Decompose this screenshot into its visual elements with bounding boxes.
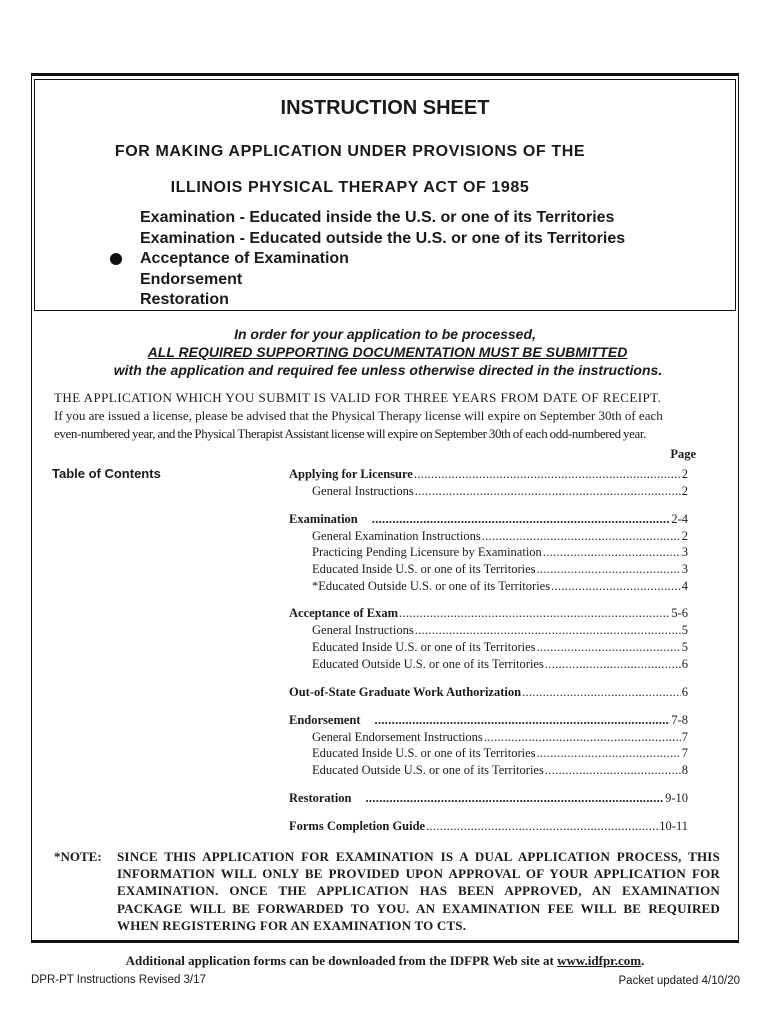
toc-leader-dots bbox=[537, 745, 681, 762]
toc-entry-page: 2 bbox=[681, 467, 688, 481]
toc-entry bbox=[289, 511, 688, 528]
toc-subentry-page: 8 bbox=[681, 762, 688, 777]
toc-subentry bbox=[289, 622, 688, 639]
toc-group bbox=[289, 684, 688, 701]
toc-subentry-title: Educated Inside U.S. or one of its Territories bbox=[312, 562, 536, 577]
toc-group bbox=[289, 790, 688, 807]
toc-leader-dots bbox=[426, 818, 658, 835]
toc-leader-dots bbox=[543, 544, 681, 561]
toc-leader-dots bbox=[482, 528, 681, 545]
toc-subentry-title: Educated Inside U.S. or one of its Territories bbox=[312, 640, 536, 655]
idfpr-website-link[interactable]: www.idfpr.com bbox=[557, 953, 642, 968]
application-type-exam-inside: Examination - Educated inside the U.S. or one of its Territories bbox=[140, 209, 615, 226]
toc-subentry-title: Educated Outside U.S. or one of its Territories bbox=[312, 762, 544, 777]
toc-leader-dots bbox=[545, 656, 681, 673]
toc-subentry-page: 5 bbox=[681, 623, 688, 638]
toc-subentry-page: 2 bbox=[681, 528, 688, 543]
toc-subentry bbox=[289, 528, 688, 545]
toc-entry-page: 5-6 bbox=[671, 606, 688, 621]
toc-subentry-page: 7 bbox=[681, 729, 688, 744]
application-type-acceptance: Acceptance of Examination bbox=[140, 249, 625, 270]
application-type-endorsement: Endorsement bbox=[140, 270, 243, 288]
toc-leader-dots bbox=[484, 729, 681, 746]
toc-entry-title: Restoration bbox=[289, 790, 352, 805]
form-revision-id: DPR-PT Instructions Revised 3/17 bbox=[31, 974, 206, 986]
toc-leader-dots bbox=[414, 466, 681, 483]
toc-subentry-title: General Endorsement Instructions bbox=[312, 729, 483, 744]
header-box bbox=[34, 79, 736, 311]
notice-line-3: with the application and required fee unless otherwise directed in the instructions. bbox=[113, 362, 663, 378]
toc-entry-title: Acceptance of Exam bbox=[289, 606, 398, 621]
toc-group bbox=[289, 605, 688, 672]
toc-leader-dots bbox=[366, 790, 665, 807]
toc-subentry-page: 7 bbox=[681, 746, 688, 761]
application-type-exam-outside: Examination - Educated outside the U.S. or one of its Territories bbox=[140, 229, 626, 247]
subtitle-line-1: FOR MAKING APPLICATION UNDER PROVISIONS OF THE bbox=[114, 143, 586, 160]
subtitle-line-2: ILLINOIS PHYSICAL THERAPY ACT OF 1985 bbox=[170, 179, 530, 196]
notice-line-2: ALL REQUIRED SUPPORTING DOCUMENTATION MUST BE SUBMITTED bbox=[147, 344, 628, 360]
exam-note bbox=[54, 848, 720, 934]
toc-group bbox=[289, 511, 688, 595]
download-end: . bbox=[641, 953, 645, 968]
toc-entry-title: Examination bbox=[289, 511, 358, 526]
toc-subentry-title: General Examination Instructions bbox=[312, 528, 481, 543]
toc-subentry-page: 2 bbox=[681, 484, 688, 498]
toc-subentry-page: 3 bbox=[681, 545, 688, 560]
toc-subentry bbox=[289, 762, 688, 779]
toc-leader-dots bbox=[375, 712, 671, 729]
toc-subentry-page: 4 bbox=[681, 578, 688, 593]
toc-leader-dots bbox=[415, 483, 681, 500]
toc-leader-dots bbox=[372, 511, 671, 528]
toc-entry bbox=[289, 466, 688, 483]
toc-entry-page: 10-11 bbox=[659, 818, 688, 833]
note-label: *NOTE: bbox=[54, 849, 102, 864]
toc-subentry-page: 5 bbox=[681, 640, 688, 655]
toc-group bbox=[289, 712, 688, 779]
packet-updated-date: Packet updated 4/10/20 bbox=[618, 975, 740, 987]
toc-subentry bbox=[289, 578, 688, 595]
toc-subentry-title: General Instructions bbox=[312, 623, 414, 638]
selected-bullet-icon bbox=[110, 253, 122, 265]
toc-subentry bbox=[289, 729, 688, 746]
toc-leader-dots bbox=[537, 639, 681, 656]
toc-entry bbox=[289, 605, 688, 622]
toc-subentry-page: 6 bbox=[681, 656, 688, 671]
toc-entry-title: Applying for Licensure bbox=[289, 467, 413, 481]
toc-leader-dots bbox=[415, 622, 681, 639]
download-text: Additional application forms can be downloaded from the IDFPR Web site at bbox=[125, 953, 554, 968]
table-of-contents bbox=[289, 466, 688, 846]
toc-entry bbox=[289, 818, 688, 835]
toc-subentry bbox=[289, 745, 688, 762]
toc-entry-page: 2-4 bbox=[671, 511, 688, 526]
validity-line-3: even-numbered year, and the Physical Therapist Assistant license will expire on September 30th of each odd-numbered year. bbox=[54, 426, 646, 441]
toc-subentry bbox=[289, 544, 688, 561]
toc-entry-page: 9-10 bbox=[665, 790, 688, 805]
document-frame bbox=[31, 73, 739, 943]
toc-group bbox=[289, 818, 688, 835]
toc-page-header: Page bbox=[670, 447, 696, 461]
toc-entry-title: Forms Completion Guide bbox=[289, 818, 426, 833]
application-type-restoration: Restoration bbox=[140, 291, 229, 309]
application-type-list bbox=[140, 208, 625, 311]
toc-subentry-page: 3 bbox=[681, 562, 688, 577]
toc-subentry bbox=[289, 483, 688, 500]
toc-entry-title: Endorsement bbox=[289, 712, 361, 727]
toc-subentry-title: Educated Inside U.S. or one of its Territories bbox=[312, 746, 536, 761]
toc-subentry-title: *Educated Outside U.S. or one of its Territories bbox=[312, 578, 551, 593]
validity-statement bbox=[54, 389, 720, 443]
validity-line-1: THE APPLICATION WHICH YOU SUBMIT IS VALID FOR THREE YEARS FROM DATE OF RECEIPT. bbox=[54, 390, 662, 405]
page-title: INSTRUCTION SHEET bbox=[280, 97, 490, 119]
toc-subentry-title: Practicing Pending Licensure by Examination bbox=[312, 545, 542, 560]
toc-leader-dots bbox=[522, 684, 681, 701]
toc-group bbox=[289, 466, 688, 500]
notice-line-1: In order for your application to be processed, bbox=[234, 326, 536, 342]
toc-entry-page: 6 bbox=[681, 684, 688, 699]
toc-entry-page: 7-8 bbox=[671, 712, 688, 727]
toc-label: Table of Contents bbox=[52, 466, 161, 481]
toc-entry bbox=[289, 790, 688, 807]
toc-subentry-title: Educated Outside U.S. or one of its Territories bbox=[312, 656, 544, 671]
toc-leader-dots bbox=[545, 762, 681, 779]
toc-subentry bbox=[289, 639, 688, 656]
toc-subentry bbox=[289, 561, 688, 578]
toc-leader-dots bbox=[399, 605, 670, 622]
toc-subentry-title: General Instructions bbox=[312, 484, 414, 498]
toc-subentry bbox=[289, 656, 688, 673]
toc-leader-dots bbox=[537, 561, 681, 578]
toc-entry bbox=[289, 684, 688, 701]
download-notice bbox=[0, 953, 770, 969]
note-text: SINCE THIS APPLICATION FOR EXAMINATION IS A DUAL APPLICATION PROCESS, THIS INFORMATION WILL ONLY BE PROVIDED UPON APPROVAL OF YOUR APPLICATION FOR EXAMINATION. ONCE THE APPLICATION HAS BEEN APPROVED, AN EXAMINATION PACKAGE WILL BE FORWARDED TO YOU. AN EXAMINATION FEE WILL BE REQUIRED WHEN REGISTERING FOR AN EXAMINATION TO CTS. bbox=[117, 849, 720, 933]
toc-leader-dots bbox=[551, 578, 681, 595]
toc-entry-title: Out-of-State Graduate Work Authorization bbox=[289, 684, 522, 699]
toc-entry bbox=[289, 712, 688, 729]
validity-line-2: If you are issued a license, please be advised that the Physical Therapy license will expire on September 30th of each bbox=[54, 408, 663, 423]
